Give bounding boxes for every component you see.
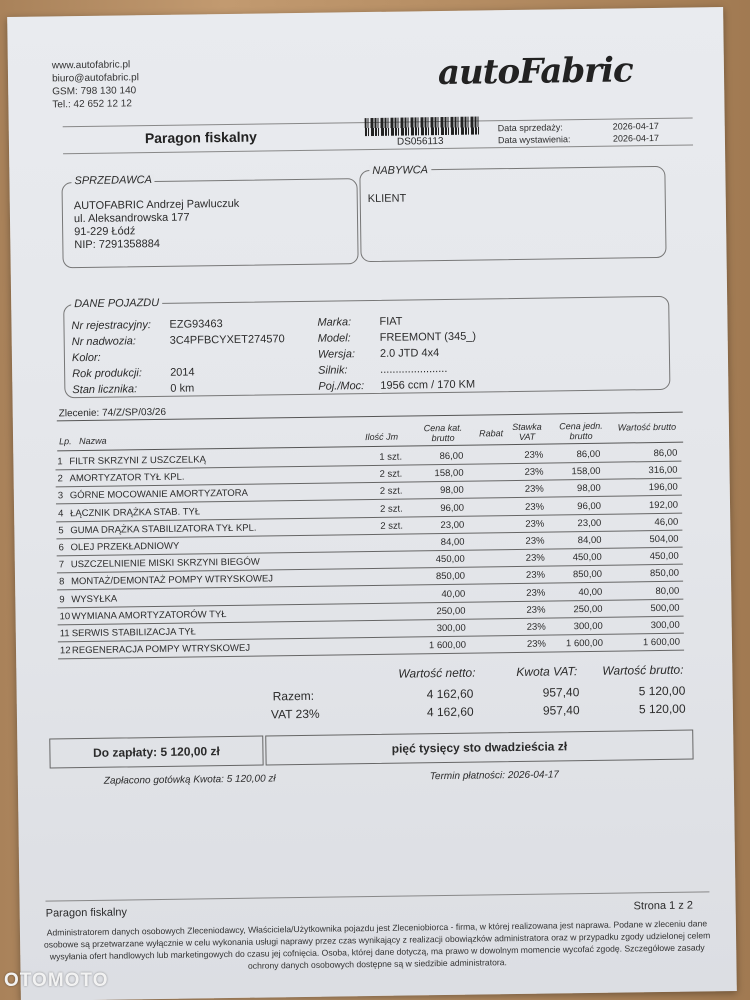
row-lp: 12 — [59, 645, 71, 657]
row-total: 500,00 — [650, 602, 680, 614]
engine-label: Silnik: — [318, 364, 348, 377]
th-total: Wartość brutto — [617, 421, 677, 433]
th-name: Nazwa — [79, 435, 107, 447]
row-vat: 23% — [524, 449, 544, 461]
row-price: 86,00 — [439, 450, 464, 463]
year-value: 2014 — [170, 366, 195, 379]
seller-line: ul. Aleksandrowska 177 — [73, 211, 190, 226]
document-number: DS056113 — [396, 135, 444, 148]
row-vat: 23% — [525, 552, 545, 565]
order-line — [59, 407, 166, 419]
row-lp: 3 — [57, 490, 64, 502]
odo-value: 0 km — [170, 382, 195, 395]
row-name: FILTR SKRZYNI Z USZCZELKĄ — [69, 454, 206, 468]
row-name: WYMIANA AMORTYZATORÓW TYŁ — [71, 608, 227, 623]
row-qty: 2 szt. — [379, 503, 403, 515]
row-vat: 23% — [524, 466, 544, 479]
vat23-gross: 5 120,00 — [638, 701, 686, 717]
row-lp: 8 — [58, 576, 65, 588]
row-vat: 23% — [525, 518, 545, 530]
total-gross: 5 120,00 — [638, 683, 686, 699]
row-lp: 11 — [59, 628, 70, 640]
row-lp: 2 — [57, 473, 63, 485]
row-name: USZCZELNIENIE MISKI SKRZYNI BIEGÓW — [70, 556, 260, 571]
issue-date: 2026-04-17 — [612, 132, 660, 144]
row-unit-price: 98,00 — [576, 483, 601, 495]
net-header: Wartość netto: — [398, 665, 476, 681]
row-name: REGENERACJA POMPY WTRYSKOWEJ — [71, 642, 251, 657]
row-vat: 23% — [524, 501, 545, 513]
vat23-vat: 957,40 — [542, 703, 580, 718]
th-discount: Rabat — [478, 428, 504, 439]
row-price: 850,00 — [435, 571, 466, 583]
vin-label: Nr nadwozia: — [71, 335, 136, 349]
row-unit-price: 1 600,00 — [565, 637, 604, 650]
row-total: 80,00 — [655, 585, 680, 597]
vehicle-labels-right — [317, 314, 364, 395]
row-lp: 5 — [58, 525, 64, 537]
vehicle-box — [63, 296, 670, 398]
cap-value: 1956 ccm / 170 KM — [380, 378, 476, 392]
row-price: 158,00 — [434, 467, 464, 480]
vehicle-label: DANE POJAZDU — [71, 297, 162, 310]
vehicle-values-left — [169, 315, 285, 397]
total-label: Razem: — [272, 688, 315, 704]
year-label: Rok produkcji: — [72, 367, 142, 381]
seller-line: AUTOFABRIC Andrzej Pawluczuk — [73, 197, 240, 213]
to-pay-box: Do zapłaty: 5 120,00 zł — [49, 736, 263, 769]
th-vat: Stawka VAT — [512, 421, 542, 442]
row-unit-price: 96,00 — [577, 500, 602, 512]
row-lp: 9 — [59, 593, 65, 605]
row-name: ŁĄCZNIK DRĄŻKA STAB. TYŁ — [70, 505, 201, 519]
th-price: Cena kat. brutto — [423, 422, 463, 444]
row-vat: 23% — [526, 621, 546, 633]
row-qty: 2 szt. — [379, 468, 403, 481]
seller-label: SPRZEDAWCA — [71, 174, 155, 187]
document-title: Paragon fiskalny — [144, 128, 258, 147]
row-total: 46,00 — [654, 516, 679, 528]
row-unit-price: 300,00 — [573, 620, 603, 633]
vehicle-labels-left — [71, 317, 152, 398]
row-price: 98,00 — [439, 485, 464, 497]
contact-gsm: GSM: 798 130 140 — [52, 85, 137, 98]
row-name: OLEJ PRZEKŁADNIOWY — [70, 540, 180, 554]
row-lp: 6 — [58, 542, 64, 554]
row-unit-price: 450,00 — [572, 551, 602, 564]
th-unit: Cena jedn. brutto — [559, 420, 603, 442]
vin-value: 3C4PFBCYXET274570 — [169, 333, 285, 347]
model-value: FREEMONT (345_) — [379, 330, 477, 344]
paid-cash-note: Zapłacono gotówką Kwota: 5 120,00 zł — [103, 773, 276, 787]
sale-date: 2026-04-17 — [612, 120, 659, 132]
row-total: 450,00 — [649, 550, 679, 563]
version-value: 2.0 JTD 4x4 — [379, 347, 440, 360]
row-unit-price: 23,00 — [577, 517, 602, 529]
row-lp: 4 — [58, 507, 64, 519]
buyer-box — [359, 166, 666, 262]
row-qty: 2 szt. — [379, 485, 403, 498]
row-unit-price: 40,00 — [578, 586, 603, 598]
row-vat: 23% — [526, 587, 546, 599]
row-total: 192,00 — [648, 499, 679, 511]
order-value: 74/Z/SP/03/26 — [101, 406, 167, 419]
issue-date-label: Data wystawienia: — [497, 134, 571, 146]
make-value: FIAT — [379, 315, 403, 328]
dates-block — [497, 120, 660, 146]
order-label: Zlecenie: — [58, 407, 100, 420]
row-total: 300,00 — [650, 619, 680, 632]
contact-tel: Tel.: 42 652 12 12 — [52, 98, 132, 111]
row-price: 300,00 — [436, 622, 466, 635]
row-price: 96,00 — [440, 502, 465, 514]
row-total: 850,00 — [649, 568, 680, 580]
make-label: Marka: — [317, 316, 352, 329]
reg-value: EZG93463 — [169, 318, 223, 331]
th-lp: Lp. — [59, 436, 72, 447]
gdpr-notice: Administratorem danych osobowych Zleceniodawcy, Właściciela/Użytkownika pojazdu jest Zleceniobiorca - firma, w której realizowana jest naprawa. Podane w zleceniu dane osobowe są przetwarzane wyłącznie w celu wykonania usługi naprawy przez czas wynikający z realizacji obowiązków administratora oraz w przypadku zgody udzielonej celem wysyłania ofert handlowych lub marketingowych do czasu jej cofnięcia. Osoba, której dane dotyczą, ma prawo w dowolnym momencie wycofać zgodę. Szczegółowe zasady ochrony danych osobowych dostępne są w siedzibie administratora. — [43, 918, 711, 971]
row-unit-price: 158,00 — [571, 465, 601, 478]
row-price: 23,00 — [440, 519, 465, 531]
version-label: Wersja: — [317, 348, 356, 361]
vehicle-values-right — [379, 313, 476, 394]
sale-date-label: Data sprzedaży: — [497, 122, 563, 134]
row-name: SERWIS STABILIZACJA TYŁ — [71, 626, 196, 640]
otomoto-watermark: OTOMOTO — [4, 970, 109, 991]
seller-line: 91-229 Łódź — [74, 225, 136, 239]
row-name: AMORTYZATOR TYŁ KPL. — [69, 471, 185, 485]
total-vat: 957,40 — [542, 685, 580, 700]
contact-block — [52, 58, 140, 111]
row-total: 1 600,00 — [642, 636, 681, 649]
row-lp: 10 — [59, 611, 71, 623]
row-total: 504,00 — [649, 533, 679, 546]
autofabric-logo: autoFabric — [437, 50, 633, 94]
barcode-icon — [365, 116, 480, 136]
vat23-net: 4 162,60 — [426, 704, 474, 720]
odo-label: Stan licznika: — [72, 383, 138, 397]
engine-value: ...................... — [380, 362, 448, 376]
payment-term: Termin płatności: 2026-04-17 — [429, 769, 560, 783]
seller-details — [74, 198, 240, 252]
buyer-name: KLIENT — [367, 192, 407, 206]
row-price: 40,00 — [441, 588, 466, 600]
seller-line: NIP: 7291358884 — [74, 237, 161, 252]
amount-in-words-box: pięć tysięcy sto dwadzieścia zł — [265, 730, 693, 766]
row-price: 450,00 — [435, 553, 465, 566]
row-name: GÓRNE MOCOWANIE AMORTYZATORA — [69, 488, 248, 502]
row-unit-price: 850,00 — [572, 569, 603, 581]
buyer-label: NABYWCA — [369, 164, 431, 177]
gross-header: Wartość brutto: — [602, 662, 684, 678]
cap-label: Poj./Moc: — [318, 380, 365, 393]
footer-divider — [46, 891, 710, 901]
receipt-paper — [7, 7, 737, 1000]
row-vat: 23% — [525, 569, 546, 582]
th-qty: Ilość Jm — [364, 431, 399, 443]
row-price: 250,00 — [436, 605, 466, 617]
row-lp: 1 — [57, 456, 63, 468]
color-value — [170, 347, 285, 365]
color-label: Kolor: — [71, 351, 101, 365]
row-lp: 7 — [58, 559, 65, 571]
row-unit-price: 250,00 — [573, 603, 603, 615]
row-name: MONTAŻ/DEMONTAŻ POMPY WTRYSKOWEJ — [70, 573, 274, 588]
row-vat: 23% — [526, 638, 547, 651]
row-price: 1 600,00 — [428, 639, 467, 652]
row-total: 316,00 — [648, 464, 678, 477]
total-net: 4 162,60 — [426, 686, 474, 702]
row-name: GUMA DRĄŻKA STABILIZATORA TYŁ KPL. — [70, 522, 257, 537]
page-indicator: Strona 1 z 2 — [633, 899, 694, 913]
model-label: Model: — [317, 332, 351, 345]
row-vat: 23% — [524, 483, 544, 496]
contact-email: biuro@autofabric.pl — [51, 72, 139, 85]
row-qty: 1 szt. — [379, 451, 403, 463]
row-vat: 23% — [525, 535, 545, 547]
contact-web: www.autofabric.pl — [51, 59, 131, 72]
reg-label: Nr rejestracyjny: — [71, 319, 152, 333]
row-unit-price: 84,00 — [577, 534, 602, 547]
vat-header: Kwota VAT: — [516, 664, 578, 680]
vat23-label: VAT 23% — [270, 706, 320, 722]
row-price: 84,00 — [440, 536, 465, 549]
footer-title: Paragon fiskalny — [45, 906, 128, 920]
row-vat: 23% — [526, 604, 546, 616]
row-total: 196,00 — [648, 482, 678, 494]
row-qty: 2 szt. — [380, 520, 404, 532]
row-name: WYSYŁKA — [71, 593, 118, 605]
row-unit-price: 86,00 — [576, 448, 601, 461]
row-total: 86,00 — [653, 447, 678, 460]
